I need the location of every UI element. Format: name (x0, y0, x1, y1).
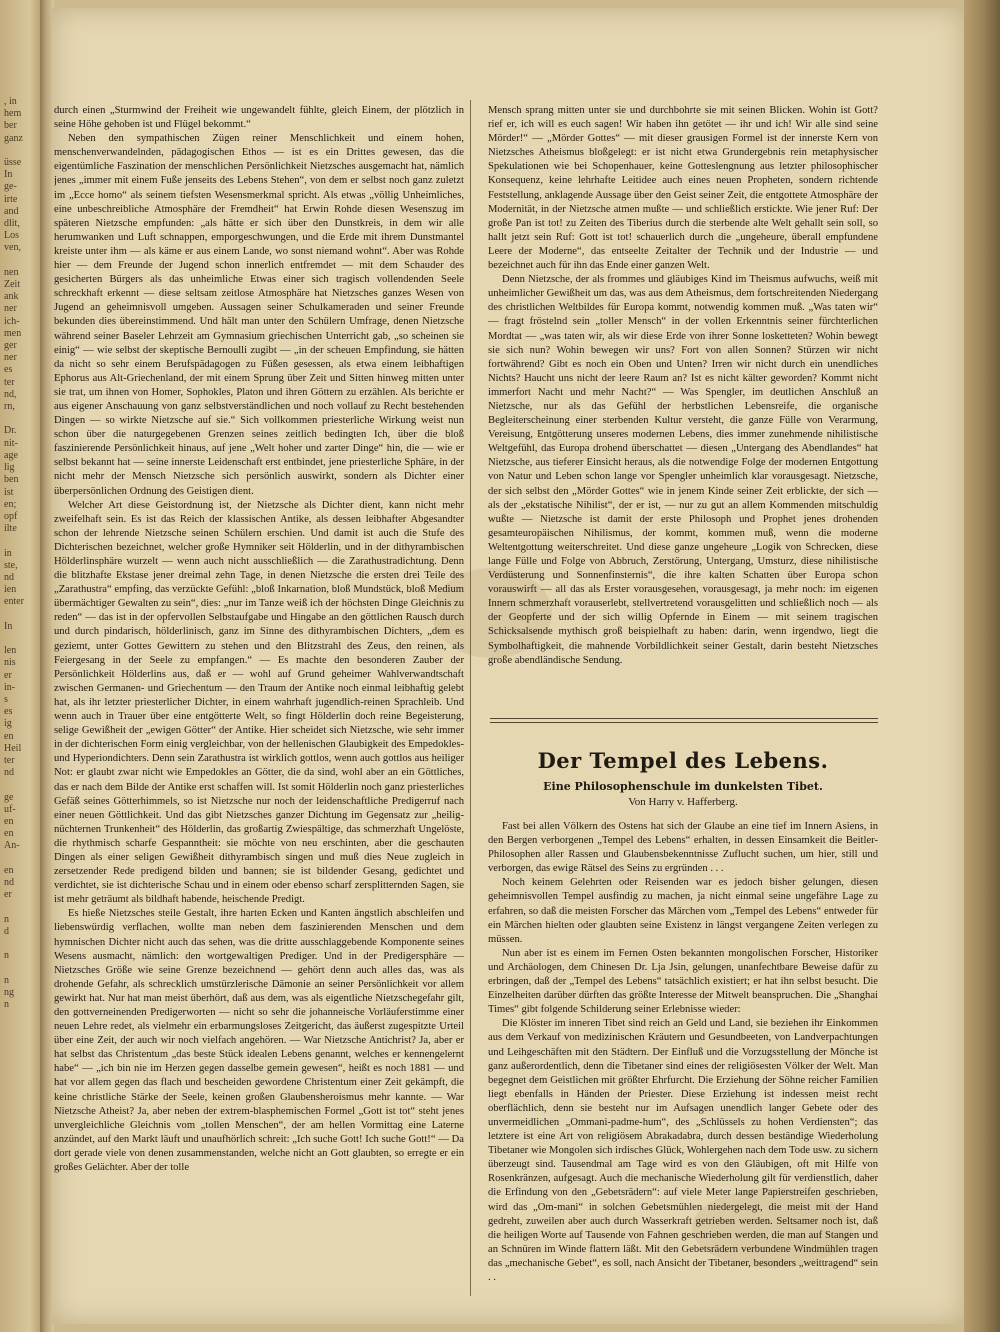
right-paragraph-2: Denn Nietzsche, der als frommes und gläubiges Kind im Theismus aufwuchs, weiß mit unheimlicher Gewißheit um das, was aus dem Atheismus, dem fortschreitenden Niedergang des christlichen Weltbildes für Europa kommt, notwendig kommen muß. „Was taten wir“ — fragt fröstelnd sein „toller Mensch“ in der vollen Erkenntnis seiner fürchterlichen Mordtat — „was taten wir, als wir diese Erde von ihrer Sonne losketteten? Wohin bewegt sie sich nun? Wohin bewegen wir uns? Fort von allen Sonnen? Stürzen wir nicht fortwährend? Gibt es noch ein Oben und Unten? Irren wir nicht durch ein unendliches Nichts? Haucht uns nicht der leere Raum an? Ist es nicht kälter geworden? Kommt nicht immerfort Nacht und mehr Nacht?“ — Was Spengler, im deutlichen Anschluß an Nietzsche, nur als das Gefühl der herbstlichen Lebensreife, die organische Begleiterscheinung einer sterbenden Kultur versteht, die ganze Fülle von Verarmung, Vereisung, Entgötterung unseres modernen Lebens, dies immer zunehmende nihilistische Weltgefühl, das Europa drohend überschattet — diesen „Untergang des Abendlandes“ hat Nietzsche, aus tieferer Einsicht heraus, als die notwendige Folge der modernen Entgottung von Natur und Leben schon lange vor Spengler unheimlich klar vorausgesagt. Nietzsche, der sich selbst den „Mörder Gottes“ wie in jenem Kinde seiner Zeit erblickte, der sich — als der „ekstatische Nihilist“, der er ist, — nur zu gut an allem Kommenden mitschuldig wußte — Nietzsche ist damit der erste Philosoph und Prophet jenes drohenden gesamteuropäischen Nihilismus, der kommt, kommen muß, wenn die moderne Weltentgottung weiterschreitet. Und diese ganze ungeheure „Logik von Schrecken, diese lange Fülle und Folge von Abbruch, Zerstörung, Untergang, Umsturz, diese nihilistische Verdüsterung und Sonnenfinsternis“, die ihre kalten Schatten über Europa schon vorauswirft — all das als Erster vorausgesehen, vorausgesagt, ja mehr noch: im eigenen Innern schmerzhaft vorauserlebt, stellvertretend vorausgelitten und schließlich noch — als der Geopferte und der sich willig Opfernde in Einem — mit seinem tragischen Schicksalsende mythisch groß beispielhaft zu haben: darin, wenn irgendwo, liegt die Symbolhaftigkeit, die mahnende Vorbildlichkeit seiner Gestalt, darin besteht Nietzsches große abendländische Sendung. (488, 274, 878, 666)
left-paragraph-4: Es hieße Nietzsches steile Gestalt, ihre harten Ecken und Kanten ängstlich abschleifen und liebenswürdig verflachen, wollte man neben dem faszinierenden Menschen und dem hymnischen Dichter nicht auch das sehen, was die dritte ausschlaggebende Komponente seines Wesens ausmacht, nämlich: den wortgewaltigen Prediger. Und in der Predigersphäre — Nietzsches Größe wie seine Grenze bezeichnend — gehört denn auch alles das, was als drohende Gefahr, als schrecklich umstürzlerische Dämonie an seiner Persönlichkeit vor allem gewirkt hat. Nur hat man meist überhört, daß aus dem, was als eigentliche Nietzschegefahr gilt, den gottverneinenden Predigerworten — nicht so sehr die johanneische Vorläuferstimme einer neuen Lehre redet, als vielmehr ein erbarmungsloses Zeitgericht, das äußerst zugespitzte Urteil über eine Zeit, der auch wir noch vielfach angehören. — War Nietzsche Antichrist? Ja, aber er hat selbst das Christentum „das beste Stück idealen Lebens genannt, welches er kennengelernt habe“ — „ich bin nie im Herzen gegen dasselbe gemein gewesen“, heißt es noch 1881 — und hat vor allem gegen das flach und bescheiden gewordene Christentum einer Zeit gekämpft, die keine christliche Stärke der Seele, keinen großen Glaubensheroismus mehr kannte. — War Nietzsche Atheist? Ja, aber neben der extrem-blasphemischen Formel „Gott ist tot“ steht jenes unvergleichliche Gleichnis vom „tollen Menschen“, der am hellen Vormittag eine Laterne anzündet, auf den Markt läuft und unaufhörlich schreit: „Ich suche Gott! Ich suche Gott!“ — Da dort gerade viele von denen zusammenstanden, welche nicht an Gott glaubten, so erregte er ein großes Gelächter. Aber der tolle (54, 908, 464, 1174)
left-paragraph-2: Neben den sympathischen Zügen reiner Menschlichkeit und einem hohen, menschenverwandelnden, pädagogischen Ethos — ist es ein Drittes gewesen, das die eigentümliche Faszination der menschlichen Persönlichkeit Nietzsches ausgemacht hat, nämlich jenes „immer mit einem Fuße jenseits des Lebens Stehen“, von dem er selbst noch ganz zuletzt im „Ecce homo“ als seinem tiefsten Wesensmerkmal spricht. Als etwas „völlig Unheimliches, eine unbeschreibliche Atmosphäre der Fremdheit“ hat Erwin Rohde diesen Wesenszug im späteren Nietzsche empfunden: „als hätte er sich über den Dunstkreis, in dem wir alle herumwanken und Luft schnappen, emporgeschwungen, und die Erde mit ihrem Dunstmantel kreiste unter ihm — als käme er aus einem Lande, wo sonst niemand wohnt“. Aber was Rohde hier — dem Freunde der Jugend schon innerlich entfremdet — mit dem Schauder des gesicherten Bürgers als das unheimliche Etwas einer sich tragisch vollendenden Seele schreckhaft erkennt — diese seltsam zeitlose Atmosphäre hat Nietzsches ganzes Wesen von Jugend an geheimnisvoll umgeben. Aussagen seiner Schulkameraden und seiner Freunde bekunden dies übereinstimmend. Und hält man unter den Schülern Umfrage, denen Nietzsche während seiner Baseler Lehrzeit am Gymnasium griechischen Unterricht gab, „so scheinen sie einig“ — wie selbst der skeptische Bernoulli zugibt — „in der scheuen Empfindung, sie hätten da nicht so sehr einem Berufspädagogen zu Füßen gesessen, als etwa einem leibhaftigen Ephorus aus Alt-Griechenland, der mit einem Sprung über Zeit und Sitten hinweg mitten unter sie trat, um ihnen von Homer, Sophokles, Platon und ihren Göttern zu erzählen. Als berichte er aus eigener Anschauung von ganz selbstverständlichen und noch vollauf zu Recht bestehenden Dingen — so wirkte Nietzsche auf sie.“ Sich vollkommen priesterliche Wirkung weist nun schon über die naturgegebenen Grenzen seines zeitlich bedingten Ich, über die bloß faszinierende Persönlichkeit hinaus, auf jene „Welt hoher und zarter Dinge“ hin, die — wie er selbst bekannt hat — seine innerste Leidenschaft erst entbindet, jene priesterliche Sphäre, in der nicht mehr der Mensch Nietzsche sich persönlich auswirkt, sondern als Dichter einer überpersönlichen Ordnung des Geistigen dient. (54, 133, 464, 497)
article-title: Der Tempel des Lebens. (537, 748, 829, 773)
article-separator (490, 718, 878, 719)
left-paragraph-3: Welcher Art diese Geistordnung ist, der Nietzsche als Dichter dient, kann nicht mehr zweifelhaft sein. Es ist das Reich der klassischen Antike, als dessen leibhafter Abgesandter schon der lehrende Nietzsche seinen Schülern erschien. Und damit ist auch die Stufe des Dichterischen bezeichnet, welcher große Hymniker seit Hölderlin, und in der dithyrambischen Hölderlinsphäre wurzelt — wenn auch nicht ausschließlich — die Zarathustradichtung. Denn die blitzhafte Ekstase jener dreimal zehn Tage, in denen Nietzsche die ersten drei Teile des „Zarathustra“ empfing, das verzückte Gefühl: „bloß Inkarnation, bloß Mundstück, bloß Medium übermächtiger Gewalten zu sein“, dies: „nur im Tanze weiß ich der höchsten Dinge Gleichnis zu reden“ — das ist in der opfervollen Selbstaufgabe und Hingabe an den göttlichen Rausch durch und durch pindarisch, hölderlinisch, ganz im Sinne des dithyrambischen Dichters, „dem es geziemt, unter Gottes Gewittern zu stehen und den Blitzstrahl des Zeus, den reinen, als Feiergesang in der Seele zu empfangen.“ — Es machte den besonderen Zauber der Persönlichkeit Hölderlins aus, daß er — wohl auf Grund geheimer Wahlverwandtschaft zwischen Germanen- und Griechentum — den Traum der Antike noch einmal leibhaftig gelebt hat, als ihr letzter priesterlicher Dichter, in einem wahrhaft jugendlich-reinen Sprachleib. Und wenn auch in Trauer über eine entgötterte Welt, so fingt Hölderlin doch reine Begeisterung, selige Gewißheit der „ewigen Götter“ der Antike. Hier scheidet sich Nietzsche, wie sehr immer in der dichterischen Form einig vergleichbar, von der hellenischen Glaubigkeit des Empedokles- und Hyperiondichters. Denn sein Zarathustra ist wirklich gottlos, wenn auch gottlos aus heiliger Not: er glaubt zwar nicht wie Empedokles an Götter, die da sind, wohl aber an ein Göttliches, das er nach dem Bilde der Antike erst schaffen will. Ist somit Hölderlin noch ganz priesterliches Gefäß seines Götterhimmels, so ist Nietzsche nur noch der leidenschaftliche Predigerruf nach einer neuen Göttlichkeit. Und das gibt Nietzsches ganzer Dichtung im Gegensatz zur „heilig-nüchternen Trunkenheit“ des Hölderlin, das großartig Zwiespältige, das schmerzhaft Ungelöste, die rhythmisch scharfe Gespanntheit: sie möchte von neu erschinten, aber die geschauten Dingen als einer seligen Gewißheit dithyrambisch singen und muß dies Neue zugleich in zersetzender Rede predigend bilden und bannen; sie ist bildender Gesang, gedichtet und verdichtet, sie ist dichterische Schau und in einem oder ebenso scharf zersplitternden Sagen, sie ist mehr geträumt als bildhaft habende, heischende Predigt. (54, 499, 464, 906)
previous-page-fragments: , in hem ber ganz üsse In ge- irte and dlit, Los ven, nen Zeit ank ner ich- men ger ner es ter nd, rn, Dr. nit- age lig ben ist en; opf ilte in ste, nd ien enter In len nis er in- s es ig en Heil ter nd ge uf- en en An- en nd er n d n n ng n (4, 96, 24, 1011)
left-column (54, 104, 464, 1300)
article-subtitle: Eine Philosophenschule im dunkelsten Tibet. (543, 780, 823, 793)
right-paragraph-1: Mensch sprang mitten unter sie und durchbohrte sie mit seinen Blicken. Wohin ist Gott? rief er, ich will es euch sagen! Wir haben ihn getötet — ihr und ich! Wir alle sind seine Mörder!“ — „Mörder Gottes“ — mit dieser grausigen Formel ist der innerste Kern von Nietzsches Atheismus bloßgelegt: er ist nicht etwa Grundergebnis rein metaphysischer Spekulationen wie bei Schopenhauer, keine Gotteslengnung aus letzter philosophischer Konsequenz, keine lehrhafte Leitidee auch eines neuen Propheten, sondern richtende Feststellung, anklagende Aussage über den Geist seiner Zeit, die entgottete Atmosphäre der Modernität, in der Nietzsche atmen mußte — und schließlich erstickte. Wie jener Ruf: Der große Pan ist tot! zu Zeiten des Tiberius durch die sterbende alte Welt gehallt sein soll, so hallt jetzt sein Ruf: Gott ist tot! schauerlich durch die „ungeheure, überall empfundene Leere der Moderne“, das entseelte Zeitalter der Technik und der Industrie — und bezeichnet auch für ihn das Ende einer ganzen Welt. (488, 105, 878, 272)
article-body (488, 820, 878, 1308)
right-column-top (488, 104, 878, 692)
book-spine-edge (964, 0, 1000, 1332)
article-separator (490, 722, 878, 723)
article-author: Von Harry v. Hafferberg. (628, 796, 738, 808)
article-paragraph-3: Nun aber ist es einem im Fernen Osten bekannten mongolischen Forscher, Historiker und Archäologen, dem Chinesen Dr. Lja Jsin, gelungen, unanfechtbare Beweise dafür zu erbringen, daß der „Tempel des Lebens“ tatsächlich existiert; er hat ihn selbst besucht. Die Einzelheiten darüber dürften das größte Interesse der Mitwelt beanspruchen. Die „Shanghai Times“ gibt folgende Schilderung seiner Erlebnisse wieder: (488, 947, 878, 1016)
left-paragraph-1: durch einen „Sturmwind der Freiheit wie ungewandelt fühlte, gleich Einem, der plötzlich in seine Höhe gehoben ist und Flügel bekommt.“ (54, 105, 464, 131)
article-paragraph-4: Die Klöster im inneren Tibet sind reich an Geld und Land, sie beziehen ihr Einkommen aus dem Verkauf von medizinischen Kräutern und Gesundbeeten, von Landverpachtungen und Leihgeschäften mit den Städtern. Der Einfluß und die Vorzugsstellung der Mönche ist ganz außerordentlich, denn die Tibetaner sind eines der religiösesten Völker der Welt. Man begegnet dem Geistlichen mit größter Ehrfurcht. Die Erziehung der Söhne reicher Familien liegt ebenfalls in Händen der Priester. Diese Erziehung ist indessen meist recht oberflächlich, denn sie besteht nur im Aufsagen unendlich langer Gebete oder des unvermeidlichen „Ommani-padme-hum“, des „Schlüssels zu hohen Verdiensten“; das letztere ist eine Art von religiösem Abrakadabra, durch dessen beständige Wiederholung Tibetaner wie Mongolen sich irdisches Glück, Wohlergehen nach dem Tode usw. zu sichern überzeugt sind. Tausendmal am Tage wird es von den Gläubigen, oft mit Hilfe von Rosenkränzen, aufgesagt. Auch die mechanische Wiederholung gilt für verdienstlich, daher die Erfindung von den „Gebetsrädern“: auf viele Meter lange Papierstreifen geschrieben, wird das „Om-mani“ in solchen Gebetsmühlen niedergelegt, die meist mit der Hand gedreht, zuweilen aber auch durch Wasserkraft getrieben werden. Seltsamer noch ist, daß die heiligen Worte auf Tausende von Fahnen geschrieben werden, die man auf Stangen und an Schnüren im Winde flattern läßt. Mit den Gebetsrädern verbundene Windmühlen tragen das „mechanische Gebet“, es soll, nach Ansicht der Tibetaner, besonders „weittragend“ sein . . (488, 1018, 878, 1283)
article-paragraph-1: Fast bei allen Völkern des Ostens hat sich der Glaube an eine tief im Innern Asiens, in den Bergen verborgenen „Tempel des Lebens“ erhalten, in dessen Einsamkeit die Beitler-Philosophen aller Rassen und Glaubensbekenntnisse Zuflucht suchen, um hier, still und verborgen, das ewige Rätsel des Seins zu ergründen . . . (488, 821, 878, 875)
column-rule (470, 100, 471, 1296)
previous-page-edge (0, 0, 42, 1332)
article-paragraph-2: Noch keinem Gelehrten oder Reisenden war es jedoch bisher gelungen, diesen geheimnisvollen Tempel ausfindig zu machen, ja nicht einmal seine ungefähre Lage zu erfahren, so daß die meisten Forscher das Märchen vom „Tempel des Lebens“ entweder für ein Märchen hielten oder glaubten seine Existenz in längst vergangene Zeiten verlegen zu müssen. (488, 877, 878, 945)
